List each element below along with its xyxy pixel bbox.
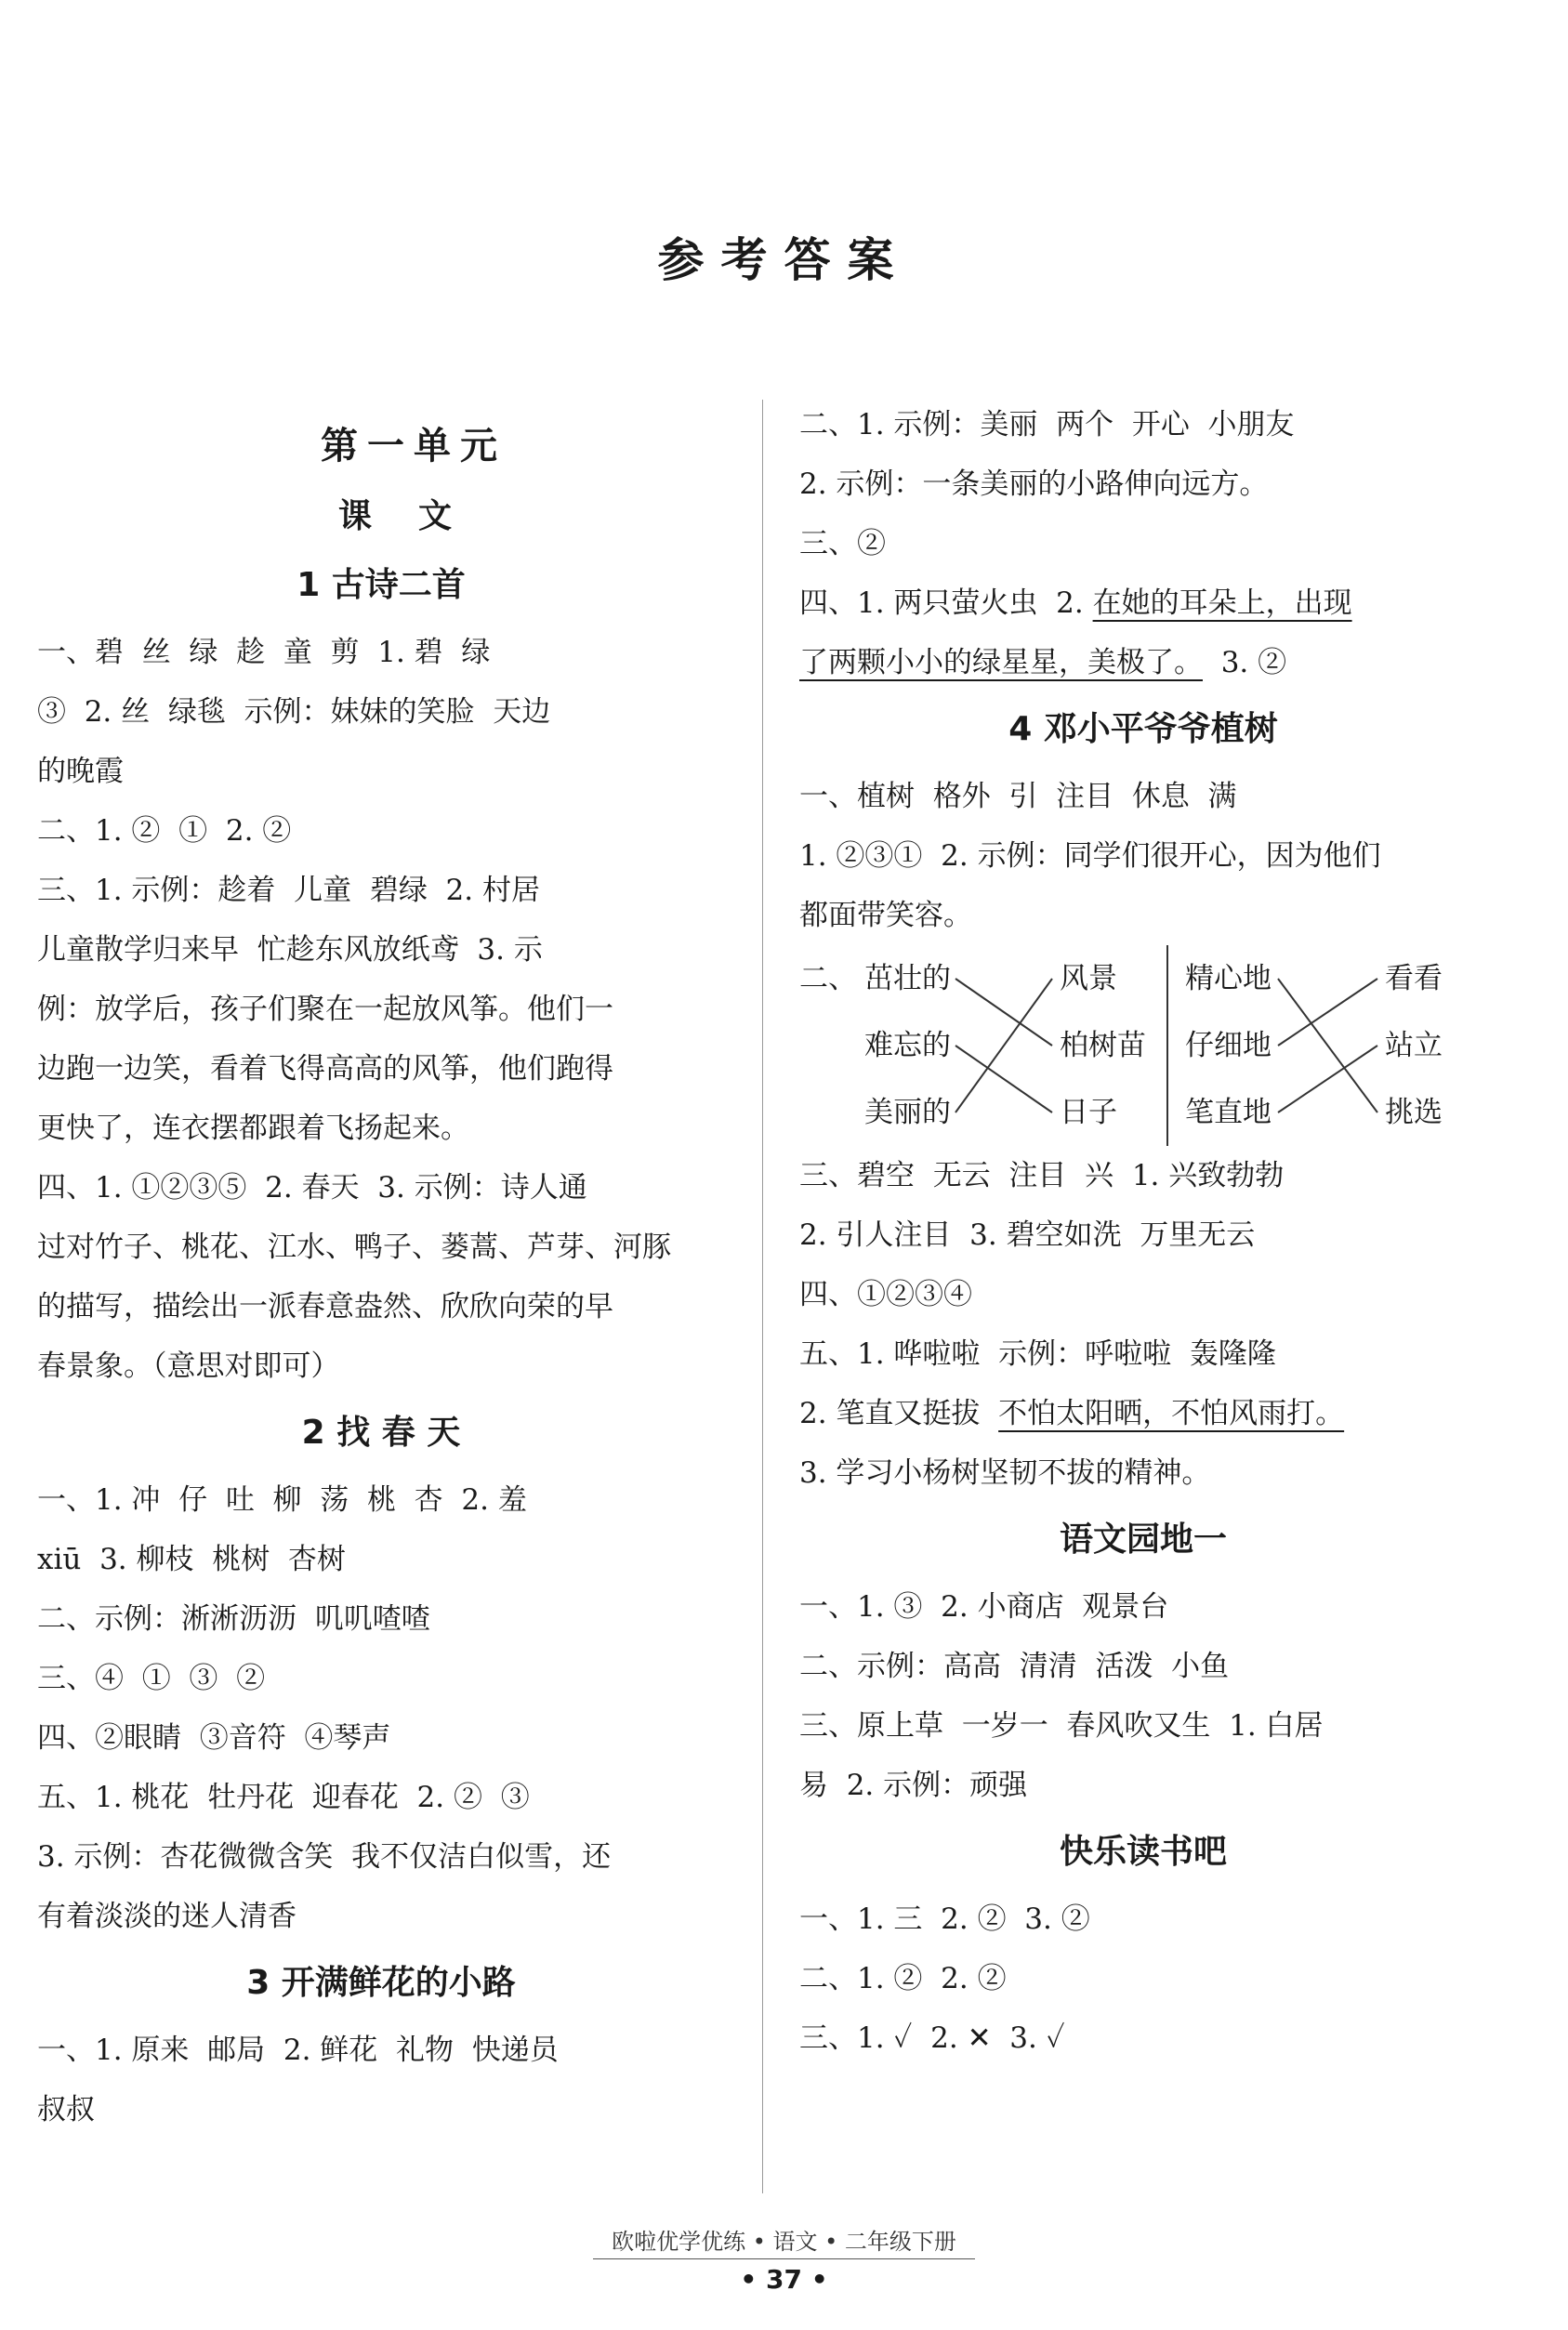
lesson-2-heading: 2 找 春 天 xyxy=(301,1414,461,1452)
answer-line: 更快了，连衣摆都跟着飞扬起来。 xyxy=(37,1112,469,1145)
garden-answers xyxy=(799,1577,1487,1815)
answer-line: 一、1. 原来 邮局 2. 鲜花 礼物 快递员 xyxy=(37,2034,559,2067)
match-line xyxy=(1278,979,1377,1112)
reading-heading: 快乐读书吧 xyxy=(1059,1833,1227,1871)
lesson-3-heading: 3 开满鲜花的小路 xyxy=(246,1964,516,2002)
series-title: 欧啦优学优练 • 语文 • 二年级下册 xyxy=(593,2229,975,2259)
answer-line: 3. 示例：杏花微微含笑 我不仅洁白似雪，还 xyxy=(37,1840,612,1874)
answer-line: 2. 示例：一条美丽的小路伸向远方。 xyxy=(799,467,1269,501)
match-word: 柏树苗 xyxy=(1060,1029,1146,1062)
answer-line: 二、示例：高高 清清 活泼 小鱼 xyxy=(799,1650,1230,1683)
lesson-3-continued xyxy=(799,395,1487,692)
answer-line: 四、①②③④ xyxy=(799,1278,972,1311)
answer-line: 1. ②③① 2. 示例：同学们很开心，因为他们 xyxy=(799,839,1381,873)
match-word: 美丽的 xyxy=(864,1096,951,1129)
underlined-answer: 在她的耳朵上，出现 xyxy=(1092,586,1352,620)
match-line xyxy=(1278,1046,1377,1112)
garden-heading: 语文园地一 xyxy=(1059,1520,1227,1559)
lesson-1-answers xyxy=(37,623,725,1396)
answer-line: 的描写，描绘出一派春意盎然、欣欣向荣的早 xyxy=(37,1290,613,1323)
answer-line: 一、1. 三 2. ② 3. ② xyxy=(799,1902,1090,1936)
answer-line: 过对竹子、桃花、江水、鸭子、蒌蒿、芦芽、河豚 xyxy=(37,1231,671,1264)
lesson-2-answers xyxy=(37,1470,725,1946)
category-heading: 课文 xyxy=(337,496,498,535)
match-line xyxy=(955,979,1052,1046)
answer-line: 的晚霞 xyxy=(37,755,124,788)
answer-line: 边跑一边笑，看着飞得高高的风筝，他们跑得 xyxy=(37,1052,613,1086)
page-title: 参考答案 xyxy=(657,232,911,287)
underlined-answer: 了两颗小小的绿星星，美极了。 xyxy=(799,646,1203,679)
match-word: 茁壮的 xyxy=(864,962,951,995)
answer-line: 三、原上草 一岁一 春风吹又生 1. 白居 xyxy=(799,1709,1324,1743)
answer-line: 一、碧 丝 绿 趁 童 剪 1. 碧 绿 xyxy=(37,636,491,669)
answer-line: 叔叔 xyxy=(37,2093,95,2126)
right-column xyxy=(799,395,1487,2068)
answer-line: 一、植树 格外 引 注目 休息 满 xyxy=(799,780,1237,813)
answer-line: 三、1. 示例：趁着 儿童 碧绿 2. 村居 xyxy=(37,874,540,907)
page-number: • 37 • xyxy=(740,2264,828,2295)
answer-line: 五、1. 哗啦啦 示例：呼啦啦 轰隆隆 xyxy=(799,1337,1276,1371)
answer-text: 2. 笔直又挺拔 xyxy=(799,1397,999,1430)
answer-line: 儿童散学归来早 忙趁东风放纸鸢 3. 示 xyxy=(37,933,543,967)
match-word: 日子 xyxy=(1060,1096,1117,1129)
answer-line: 三、② xyxy=(799,527,886,560)
left-column xyxy=(37,409,725,2139)
answer-line: 三、④ ① ③ ② xyxy=(37,1662,266,1695)
answer-line: 有着淡淡的迷人清香 xyxy=(37,1900,296,1933)
answer-line: 3. 学习小杨树坚韧不拔的精神。 xyxy=(799,1456,1211,1490)
answer-line: 2. 引人注目 3. 碧空如洗 万里无云 xyxy=(799,1218,1256,1252)
answer-text: 四、1. 两只萤火虫 2. xyxy=(799,586,1093,620)
lesson-1-heading: 1 古诗二首 xyxy=(296,566,466,604)
answer-line: 二、1. 示例：美丽 两个 开心 小朋友 xyxy=(799,408,1295,441)
match-word: 看看 xyxy=(1385,962,1443,995)
match-word: 难忘的 xyxy=(864,1029,951,1062)
answer-line xyxy=(799,573,1487,633)
match-line xyxy=(1278,979,1377,1046)
answer-line: 一、1. 冲 仔 吐 柳 荡 桃 杏 2. 羞 xyxy=(37,1483,527,1517)
matching-diagram xyxy=(799,945,1487,1146)
answer-line: 二、示例：淅淅沥沥 叽叽喳喳 xyxy=(37,1602,430,1636)
answer-line: xiū 3. 柳枝 桃树 杏树 xyxy=(37,1543,346,1576)
match-lines xyxy=(799,945,1487,1146)
reading-answers xyxy=(799,1889,1487,2068)
lesson-4-answers xyxy=(799,767,1487,1503)
match-word: 站立 xyxy=(1385,1029,1443,1062)
match-word: 仔细地 xyxy=(1185,1029,1272,1062)
lesson-4-heading: 4 邓小平爷爷植树 xyxy=(1008,710,1278,748)
match-word: 风景 xyxy=(1060,962,1117,995)
answer-line xyxy=(799,1384,1487,1443)
match-line xyxy=(955,1046,1052,1112)
answer-line: 四、②眼睛 ③音符 ④琴声 xyxy=(37,1721,391,1755)
match-line xyxy=(955,979,1052,1112)
answer-line: 五、1. 桃花 牡丹花 迎春花 2. ② ③ xyxy=(37,1781,530,1814)
match-word: 笔直地 xyxy=(1185,1096,1272,1129)
unit-heading: 第一单元 xyxy=(321,424,507,467)
answer-line xyxy=(799,633,1487,692)
column-divider xyxy=(762,400,763,2193)
lesson-3-answers xyxy=(37,2021,725,2139)
answer-line: 都面带笑容。 xyxy=(799,899,972,932)
match-word: 挑选 xyxy=(1385,1096,1443,1129)
answer-line: ③ 2. 丝 绿毯 示例：妹妹的笑脸 天边 xyxy=(37,695,551,729)
question-label: 二、 xyxy=(799,962,857,995)
answer-line: 四、1. ①②③⑤ 2. 春天 3. 示例：诗人通 xyxy=(37,1171,587,1204)
answer-line: 易 2. 示例：顽强 xyxy=(799,1769,1028,1802)
underlined-answer: 不怕太阳晒，不怕风雨打。 xyxy=(998,1397,1345,1430)
answer-line: 三、1. ✓ 2. ✕ 3. ✓ xyxy=(799,2021,1065,2055)
answer-line: 春景象。（意思对即可） xyxy=(37,1349,340,1383)
answer-line: 一、1. ③ 2. 小商店 观景台 xyxy=(799,1590,1169,1624)
answer-line: 三、碧空 无云 注目 兴 1. 兴致勃勃 xyxy=(799,1159,1285,1192)
answer-line: 二、1. ② 2. ② xyxy=(799,1962,1007,1995)
answer-line: 例：放学后，孩子们聚在一起放风筝。他们一 xyxy=(37,993,613,1026)
footer-series xyxy=(0,2223,1568,2256)
answer-text: 3. ② xyxy=(1203,646,1287,679)
answer-line: 二、1. ② ① 2. ② xyxy=(37,814,292,848)
match-word: 精心地 xyxy=(1185,962,1272,995)
